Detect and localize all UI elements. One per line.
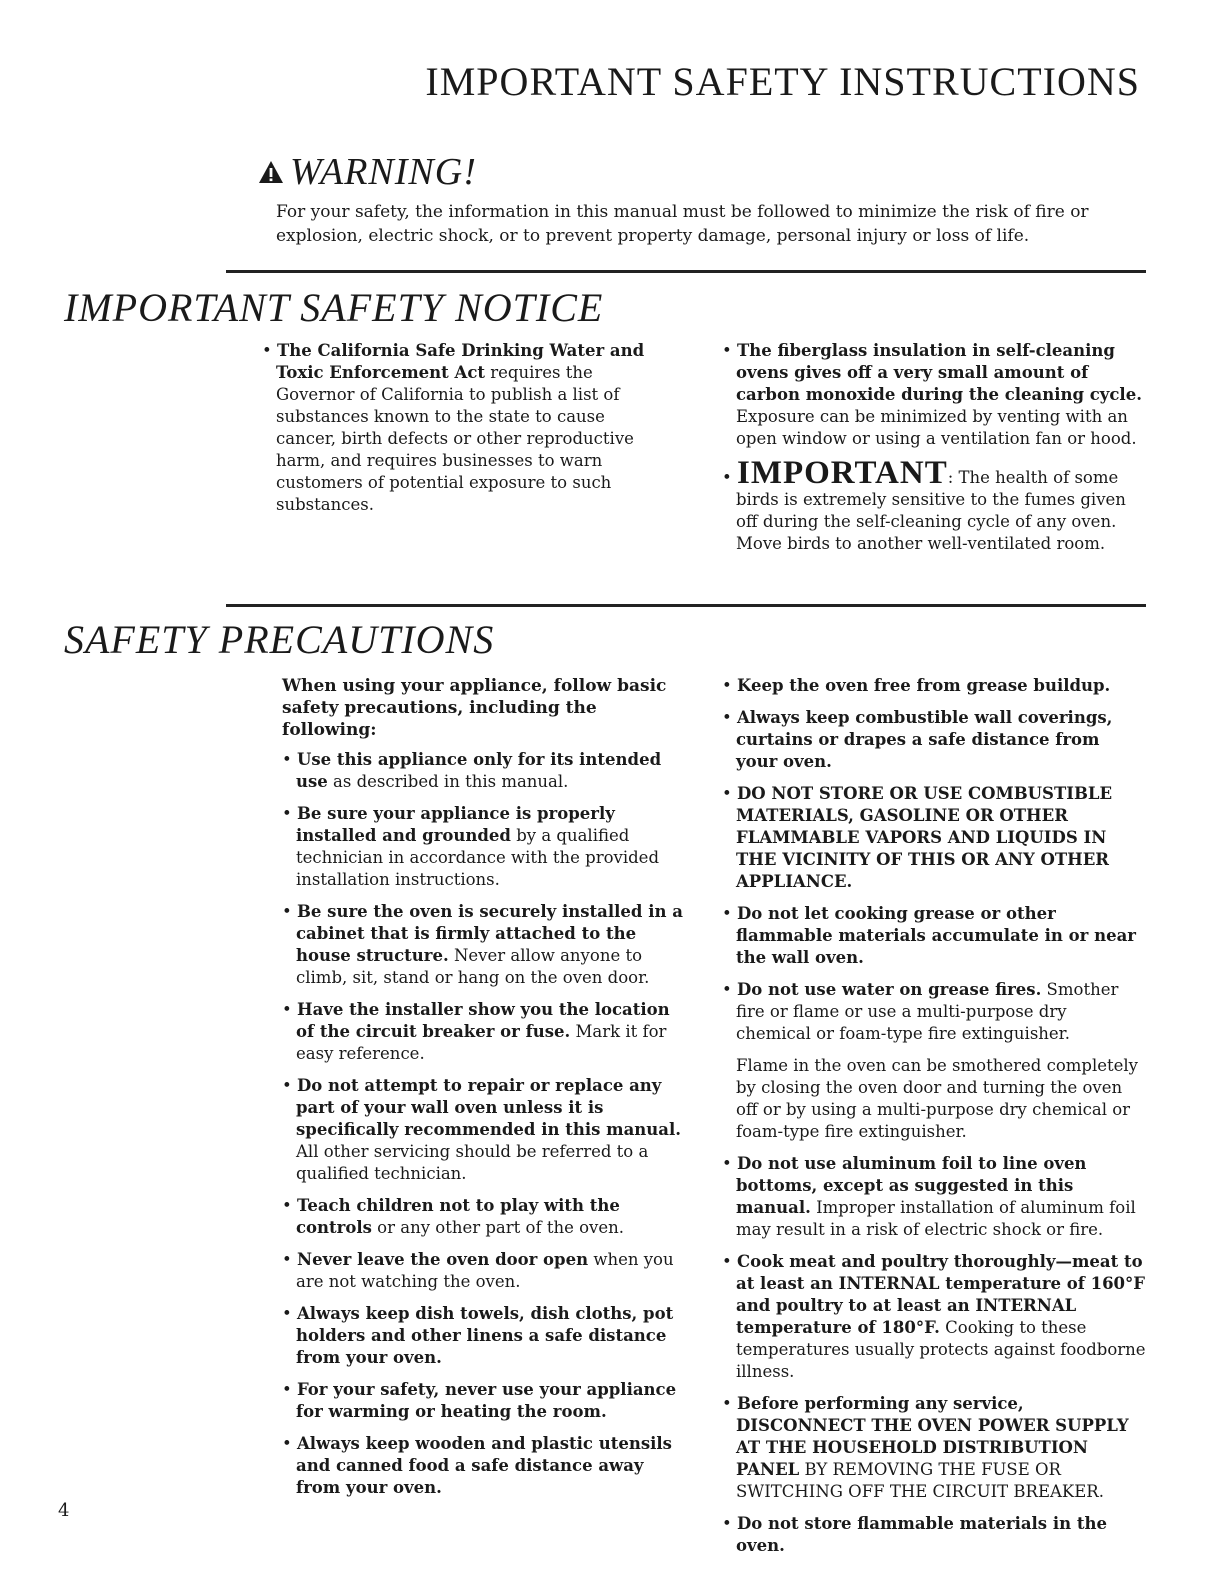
precautions-left-column	[282, 675, 692, 1509]
precautions-heading: SAFETY PRECAUTIONS	[64, 617, 495, 662]
item-bold: Do not use water on grease fires.	[736, 980, 1042, 999]
item-text: BY REMOVING THE FUSE OR SWITCHING OFF THE CIRCUIT BREAKER.	[736, 1460, 1104, 1501]
item-bold: The California Safe Drinking Water and Toxic Enforcement Act	[276, 341, 645, 382]
warning-block	[258, 150, 1118, 248]
item-text: Smother fire or flame or use a multi-purpose dry chemical or foam-type fire extinguisher.	[736, 980, 1119, 1043]
item-bold: Be sure the oven is securely installed in a cabinet that is firmly attached to the house structure.	[296, 902, 683, 965]
item-text: Exposure can be minimized by venting with an open window or using a ventilation fan or hood.	[736, 407, 1137, 448]
item-bold: Do not let cooking grease or other flammable materials accumulate in or near the wall oven.	[736, 904, 1136, 967]
warning-title: WARNING!	[290, 151, 477, 193]
item-text: by a qualified technician in accordance with the provided installation instructions.	[296, 826, 659, 889]
item-text: when you are not watching the oven.	[296, 1250, 674, 1291]
item-text: Mark it for easy reference.	[296, 1022, 667, 1063]
list-item: • Always keep combustible wall coverings, curtains or drapes a safe distance from your oven.	[722, 708, 1113, 771]
item-bold: The fiberglass insulation in self-cleaning ovens gives off a very small amount of carbon monoxide during the cleaning cycle.	[736, 341, 1142, 404]
item-bold: Before performing any service, DISCONNECT THE OVEN POWER SUPPLY AT THE HOUSEHOLD DISTRIBUTION PANEL	[736, 1394, 1129, 1479]
notice-right-column	[722, 340, 1142, 565]
item-bold: Have the installer show you the location of the circuit breaker or fuse.	[296, 1000, 670, 1041]
item-text: requires the Governor of California to publish a list of substances known to the state to cause cancer, birth defects or other reproductive harm, and requires businesses to warn customers of potential exposure to such substances.	[276, 363, 634, 514]
list-item: • Cook meat and poultry thoroughly—meat to at least an INTERNAL temperature of 160°F and poultry to at least an INTERNAL temperature of 180°F. Cooking to these temperatures usually protects against foodborne illness.	[722, 1252, 1146, 1381]
list-item: • Do not store flammable materials in the oven.	[722, 1514, 1107, 1555]
important-text: : The health of some birds is extremely sensitive to the fumes given off during the self-cleaning cycle of any oven. Move birds to another well-ventilated room.	[736, 468, 1126, 553]
list-item: • Always keep wooden and plastic utensils and canned food a safe distance away from your oven.	[282, 1434, 672, 1497]
item-text: Never allow anyone to climb, sit, stand or hang on the oven door.	[296, 946, 650, 987]
list-item: • Be sure your appliance is properly installed and grounded by a qualified technician in accordance with the provided installation instructions.	[282, 804, 659, 889]
item-bold: Use this appliance only for its intended use	[296, 750, 662, 791]
list-item: • Have the installer show you the location of the circuit breaker or fuse. Mark it for easy reference.	[282, 1000, 670, 1063]
notice-heading: IMPORTANT SAFETY NOTICE	[64, 285, 604, 330]
warning-text: For your safety, the information in this manual must be followed to minimize the risk of fire or explosion, electric shock, or to prevent property damage, personal injury or loss of life.	[276, 202, 1089, 246]
list-item: • Do not use aluminum foil to line oven bottoms, except as suggested in this manual. Improper installation of aluminum foil may result in a risk of electric shock or fire.	[722, 1154, 1136, 1239]
list-item: • Always keep dish towels, dish cloths, pot holders and other linens a safe distance from your oven.	[282, 1304, 674, 1367]
list-item: • For your safety, never use your appliance for warming or heating the room.	[282, 1380, 677, 1421]
list-item: • Before performing any service, DISCONNECT THE OVEN POWER SUPPLY AT THE HOUSEHOLD DISTRIBUTION PANEL BY REMOVING THE FUSE OR SWITCHING OFF THE CIRCUIT BREAKER.	[722, 1394, 1129, 1501]
divider-top	[226, 270, 1146, 273]
list-item: • Do not let cooking grease or other flammable materials accumulate in or near the wall oven.	[722, 904, 1136, 967]
warning-header	[258, 150, 1118, 194]
fire-note-paragraph: Flame in the oven can be smothered completely by closing the oven door and turning the oven off or by using a multi-purpose dry chemical or foam-type fire extinguisher.	[736, 1056, 1138, 1141]
important-label: IMPORTANT	[736, 455, 948, 491]
item-text: All other servicing should be referred to a qualified technician.	[296, 1142, 649, 1183]
item-bold: Always keep wooden and plastic utensils and canned food a safe distance away from your oven.	[296, 1434, 672, 1497]
precautions-right-column	[722, 675, 1146, 1567]
item-bold: Be sure your appliance is properly installed and grounded	[296, 804, 615, 845]
list-item: • Keep the oven free from grease buildup.	[722, 676, 1111, 695]
list-item: • DO NOT STORE OR USE COMBUSTIBLE MATERIALS, GASOLINE OR OTHER FLAMMABLE VAPORS AND LIQUIDS IN THE VICINITY OF THIS OR ANY OTHER APPLIANCE.	[722, 784, 1113, 891]
warning-triangle-icon	[258, 159, 284, 185]
item-bold: Do not store flammable materials in the oven.	[736, 1514, 1107, 1555]
list-item: • Do not use water on grease fires. Smother fire or flame or use a multi-purpose dry chemical or foam-type fire extinguisher.	[722, 980, 1119, 1043]
item-bold: Keep the oven free from grease buildup.	[736, 676, 1111, 695]
item-bold: Do not attempt to repair or replace any part of your wall oven unless it is specifically recommended in this manual.	[296, 1076, 681, 1139]
item-text: as described in this manual.	[327, 772, 569, 791]
item-bold: Teach children not to play with the controls	[296, 1196, 620, 1237]
list-item: • The fiberglass insulation in self-cleaning ovens gives off a very small amount of carbon monoxide during the cleaning cycle. Exposure can be minimized by venting with an open window or using a ventilation fan or hood.	[722, 341, 1142, 448]
precautions-intro: When using your appliance, follow basic safety precautions, including the following:	[282, 676, 667, 740]
item-bold: Cook meat and poultry thoroughly—meat to at least an INTERNAL temperature of 160°F and poultry to at least an INTERNAL temperature of 180°F.	[736, 1252, 1146, 1337]
item-text: Cooking to these temperatures usually protects against foodborne illness.	[736, 1318, 1146, 1381]
item-text: or any other part of the oven.	[371, 1218, 624, 1237]
list-item: • Do not attempt to repair or replace any part of your wall oven unless it is specifically recommended in this manual. All other servicing should be referred to a qualified technician.	[282, 1076, 681, 1183]
item-bold: DO NOT STORE OR USE COMBUSTIBLE MATERIALS, GASOLINE OR OTHER FLAMMABLE VAPORS AND LIQUIDS IN THE VICINITY OF THIS OR ANY OTHER APPLIANCE.	[736, 784, 1113, 891]
list-item: • Be sure the oven is securely installed in a cabinet that is firmly attached to the house structure. Never allow anyone to climb, sit, stand or hang on the oven door.	[282, 902, 683, 987]
item-bold: For your safety, never use your appliance for warming or heating the room.	[296, 1380, 677, 1421]
item-bold: Never leave the oven door open	[296, 1250, 589, 1269]
list-item: • The California Safe Drinking Water and Toxic Enforcement Act requires the Governor of California to publish a list of substances known to the state to cause cancer, birth defects or other reproductive harm, and requires businesses to warn customers of potential exposure to such substances.	[262, 341, 645, 514]
item-bold: Always keep combustible wall coverings, curtains or drapes a safe distance from your oven.	[736, 708, 1113, 771]
divider-middle	[226, 604, 1146, 607]
list-item: • Never leave the oven door open when you are not watching the oven.	[282, 1250, 674, 1291]
list-item: • Use this appliance only for its intended use as described in this manual.	[282, 750, 662, 791]
notice-left-column	[262, 340, 662, 526]
page-number: 4	[58, 1500, 70, 1521]
important-note: • IMPORTANT: The health of some birds is extremely sensitive to the fumes given off during the self-cleaning cycle of any oven. Move birds to another well-ventilated room.	[722, 455, 1126, 553]
list-item: • Teach children not to play with the controls or any other part of the oven.	[282, 1196, 624, 1237]
page-title: IMPORTANT SAFETY INSTRUCTIONS	[425, 59, 1140, 104]
item-bold: Do not use aluminum foil to line oven bottoms, except as suggested in this manual.	[736, 1154, 1087, 1217]
item-text: Improper installation of aluminum foil may result in a risk of electric shock or fire.	[736, 1198, 1136, 1239]
item-bold: Always keep dish towels, dish cloths, pot holders and other linens a safe distance from your oven.	[296, 1304, 674, 1367]
